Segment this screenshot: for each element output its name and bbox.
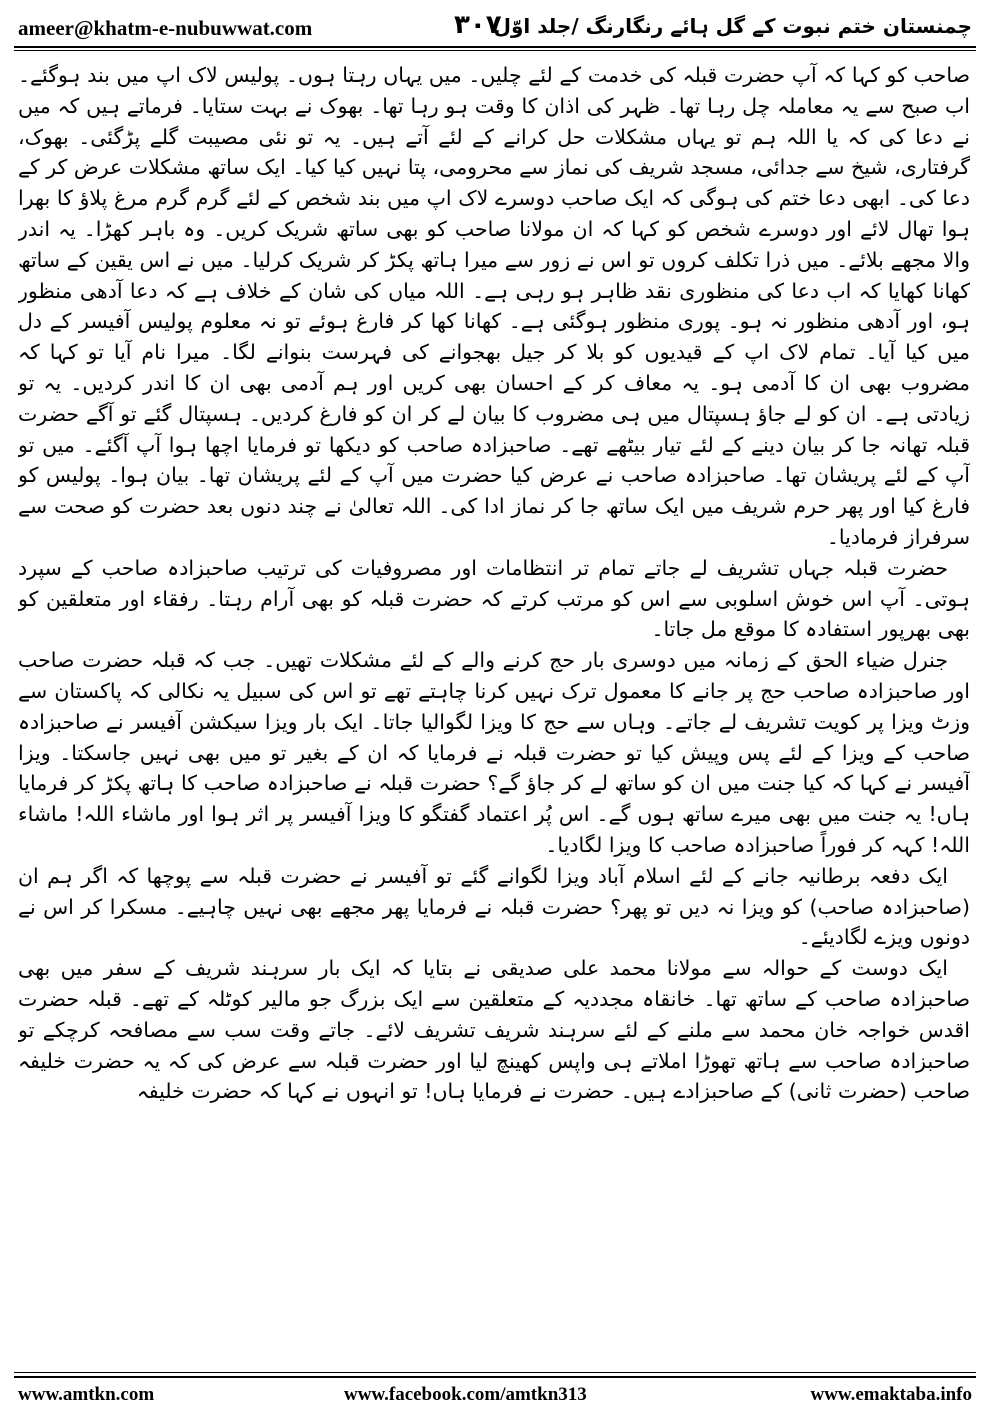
book-title: چمنستان ختم نبوت کے گل ہائے رنگارنگ /جلد اوّل — [493, 14, 972, 38]
footer-rule — [14, 1376, 976, 1378]
page-footer — [14, 1384, 976, 1414]
paragraph-2: حضرت قبلہ جہاں تشریف لے جاتے تمام تر انتظامات اور مصروفیات کی ترتیب صاحبزادہ صاحب کے سپرد ہوتی۔ آپ اس خوش اسلوبی سے اس کو مرتب کرتے کہ حضرت قبلہ کو بھی آرام رہتا۔ رفقاء اور متعلقین کو بھی بھرپور استفادہ کا موقع مل جاتا۔ — [18, 555, 970, 642]
header-rule-thin — [14, 50, 976, 51]
paragraph-5: ایک دوست کے حوالہ سے مولانا محمد علی صدیقی نے بتایا کہ ایک بار سرہند شریف کے سفر میں بھی صاحبزادہ صاحب کے ساتھ تھا۔ خانقاہ مجددیہ کے متعلقین سے ایک بزرگ جو مالیر کوٹلہ کے تھے۔ قبلہ حضرت اقدس خواجہ خان محمد سے ملنے کے لئے سرہند شریف تشریف لائے۔ جاتے وقت سب سے مصافحہ کرچکے تو صاحبزادہ صاحب سے ہاتھ تھوڑا املاتے ہی واپس کھینچ لیا اور حضرت قبلہ سے عرض کی کہ یہ حضرت خلیفہ صاحب (حضرت ثانی) کے صاحبزادے ہیں۔ حضرت نے فرمایا ہاں! تو انہوں نے کہا کہ حضرت خلیفہ — [18, 956, 970, 1104]
page-header — [14, 10, 976, 44]
footer-link-amtkn[interactable]: www.amtkn.com — [18, 1384, 155, 1405]
header-email: ameer@khatm-e-nubuwwat.com — [18, 16, 313, 40]
paragraph-4: ایک دفعہ برطانیہ جانے کے لئے اسلام آباد ویزا لگوانے گئے تو آفیسر نے حضرت قبلہ سے پوچھا کہ اگر ہم ان (صاحبزادہ صاحب) کو ویزا نہ دیں تو پھر؟ حضرت قبلہ نے فرمایا پھر مجھے بھی نہیں چاہیے۔ مسکرا کر اس نے دونوں ویزے لگادیئے۔ — [18, 863, 970, 950]
paragraph-3: جنرل ضیاء الحق کے زمانہ میں دوسری بار حج کرنے والے کے لئے مشکلات تھیں۔ جب کہ قبلہ حضرت صاحب اور صاحبزادہ صاحب حج پر جانے کا معمول ترک نہیں کرنا چاہتے تھے تو اس کی سبیل یہ نکالی کہ پاکستان سے وزٹ ویزا پر کویت تشریف لے جاتے۔ وہاں سے حج کا ویزا لگوالیا جاتا۔ ایک بار ویزا سیکشن آفیسر نے صاحبزادہ صاحب کے ویزا کے لئے پس وپیش کیا تو حضرت قبلہ نے فرمایا کہ ان کے بغیر تو میں بھی نہیں جاسکتا۔ ویزا آفیسر نے کہا کہ کیا جنت میں ان کو ساتھ لے کر جاؤ گے؟ حضرت قبلہ نے صاحبزادہ صاحب کا ہاتھ پکڑ کر فرمایا ہاں! یہ جنت میں بھی میرے ساتھ ہوں گے۔ اس پُر اعتماد گفتگو کا ویزا آفیسر پر اثر ہوا اور ماشاء اللہ! ماشاء اللہ! کہہ کر فوراً صاحبزادہ صاحب کا ویزا لگادیا۔ — [18, 648, 970, 857]
footer-link-emaktaba[interactable]: www.emaktaba.info — [810, 1384, 972, 1405]
header-rule — [14, 46, 976, 48]
page-number: ۳۰۷ — [454, 10, 502, 40]
paragraph-1: صاحب کو کہا کہ آپ حضرت قبلہ کی خدمت کے لئے چلیں۔ میں یہاں رہتا ہوں۔ پولیس لاک اپ میں بند ہوگئے۔ اب صبح سے یہ معاملہ چل رہا تھا۔ ظہر کی اذان کا وقت ہو رہا تھا۔ بھوک نے بہت ستایا۔ فرماتے ہیں کہ میں نے دعا کی کہ یا اللہ ہم تو یہاں مشکلات حل کرانے کے لئے آتے ہیں۔ یہ تو نئی مصیبت گلے پڑگئی۔ بھوک، گرفتاری، شیخ سے جدائی، مسجد شریف کی نماز سے محرومی، پتا نہیں کیا کیا۔ ایک ساتھ مشکلات عرض کر کے دعا کی۔ ابھی دعا ختم کی ہوگی کہ ایک صاحب دوسرے لاک اپ میں بند شخص کے لئے گرم گرم مرغ پلاؤ کا بھرا ہوا تھال لائے اور دوسرے شخص کو کہا کہ ان مولانا صاحب کو بھی ساتھ شریک کریں۔ وہ باہر کھڑا۔ یہ اندر والا مجھے بلائے۔ میں ذرا تکلف کروں تو اس نے زور سے میرا ہاتھ پکڑ کر شریک کرلیا۔ میں نے اس یقین کے ساتھ کھانا کھایا کہ اب دعا کی منظوری نقد ظاہر ہو رہی ہے۔ اللہ میاں کی شان کے خلاف ہے کہ دعا آدھی منظور ہو، اور آدھی منظور نہ ہو۔ پوری منظور ہوگئی ہے۔ کھانا کھا کر فارغ ہوئے تو نہ معلوم پولیس آفیسر کے دل میں کیا آیا۔ تمام لاک اپ کے قیدیوں کو بلا کر جیل بھجوانے کی فہرست بنوانے لگا۔ میرا نام آیا تو کہا کہ مضروب بھی ان کا آدمی ہو۔ یہ معاف کر کے احسان بھی کریں اور ہم آدمی بھی ان کا اندر کردیں۔ یہ تو زیادتی ہے۔ ان کو لے جاؤ ہسپتال میں ہی مضروب کا بیان لے کر ان کو فارغ کردیں۔ ہسپتال گئے تو آگے حضرت قبلہ تھانہ جا کر بیان دینے کے لئے تیار بیٹھے تھے۔ صاحبزادہ صاحب کو دیکھا تو فرمایا اچھا ہوا آپ آگئے۔ میں تو آپ کے لئے پریشان تھا۔ صاحبزادہ صاحب نے عرض کیا حضرت میں آپ کے لئے پریشان تھا۔ بیان ہوا۔ پولیس کو فارغ کیا اور پھر حرم شریف میں ایک ساتھ جا کر نماز ادا کی۔ اللہ تعالیٰ نے چند دنوں بعد حضرت کو صحت سے سرفراز فرمادیا۔ — [18, 63, 970, 549]
page-body — [18, 60, 970, 1366]
footer-link-facebook[interactable]: www.facebook.com/amtkn313 — [344, 1384, 587, 1405]
footer-rule-thin — [14, 1372, 976, 1373]
